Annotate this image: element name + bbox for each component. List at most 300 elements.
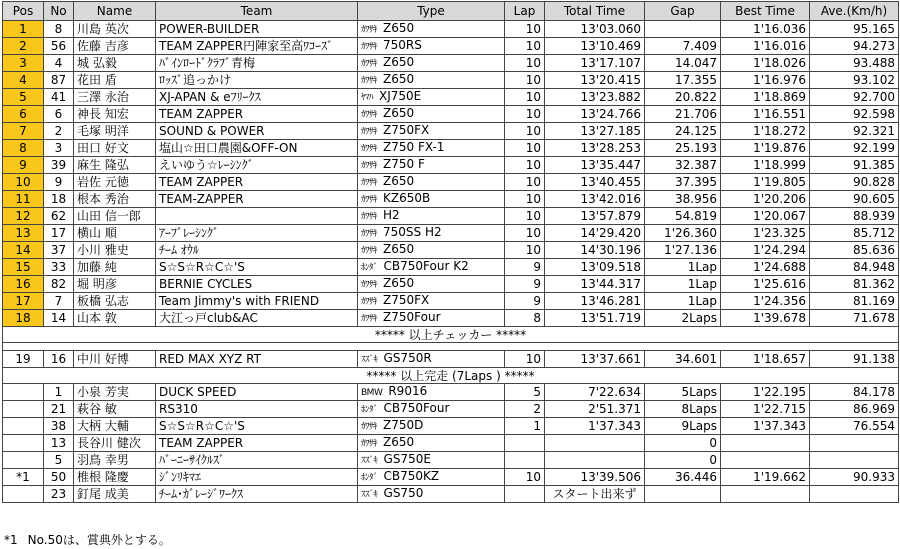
- gap-cell: 37.395: [645, 174, 721, 191]
- pos-cell: 15: [3, 259, 44, 276]
- maker-label: ｶﾜｻｷ: [361, 422, 378, 432]
- lap-cell: 8: [505, 310, 545, 327]
- team-cell: RS310: [156, 401, 358, 418]
- model-label: GS750E: [383, 452, 431, 466]
- type-cell: [358, 435, 505, 452]
- no-cell: 56: [44, 38, 74, 55]
- total-time-cell: 13'37.661: [545, 351, 645, 368]
- maker-label: ｶﾜｻｷ: [361, 195, 378, 205]
- team-cell: TEAM ZAPPER円陣家至高ﾜｺｰｽﾞ: [156, 38, 358, 55]
- type-cell: [358, 174, 505, 191]
- name-cell: 大柄 大輔: [74, 418, 156, 435]
- type-cell: [358, 418, 505, 435]
- no-cell: 1: [44, 384, 74, 401]
- name-cell: 川島 英次: [74, 21, 156, 38]
- pos-cell: 11: [3, 191, 44, 208]
- team-cell: Team Jimmy's with FRIEND: [156, 293, 358, 310]
- name-cell: 羽鳥 幸男: [74, 452, 156, 469]
- model-label: Z750FX: [383, 123, 430, 137]
- gap-cell: [645, 486, 721, 503]
- lap-cell: [505, 452, 545, 469]
- name-cell: 横山 順: [74, 225, 156, 242]
- name-cell: 小泉 芳実: [74, 384, 156, 401]
- pos-cell: [3, 435, 44, 452]
- pos-cell: [3, 401, 44, 418]
- best-time-cell: 1'20.067: [721, 208, 810, 225]
- team-cell: TEAM-ZAPPER: [156, 191, 358, 208]
- footnote: [4, 531, 181, 548]
- ave-cell: 88.939: [810, 208, 899, 225]
- pos-cell: [3, 486, 44, 503]
- table-row: [3, 89, 899, 106]
- header-no: No: [44, 2, 74, 21]
- table-row: [3, 21, 899, 38]
- header-gap: Gap: [645, 2, 721, 21]
- pos-cell: 5: [3, 89, 44, 106]
- type-cell: [358, 208, 505, 225]
- model-label: CB750Four K2: [383, 259, 469, 273]
- maker-label: ﾔﾏﾊ: [361, 93, 374, 103]
- total-time-cell: 13'57.879: [545, 208, 645, 225]
- total-time-cell: 2'51.371: [545, 401, 645, 418]
- ave-cell: 76.554: [810, 418, 899, 435]
- no-cell: 87: [44, 72, 74, 89]
- total-time-cell: 13'24.766: [545, 106, 645, 123]
- no-cell: 17: [44, 225, 74, 242]
- maker-label: ｶﾜｻｷ: [361, 280, 378, 290]
- team-cell: S☆S☆R☆C☆'S: [156, 259, 358, 276]
- type-cell: [358, 72, 505, 89]
- table-row: [3, 401, 899, 418]
- best-time-cell: 1'39.678: [721, 310, 810, 327]
- total-time-cell: 13'10.469: [545, 38, 645, 55]
- team-cell: RED MAX XYZ RT: [156, 351, 358, 368]
- header-ave: Ave.(Km/h): [810, 2, 899, 21]
- team-cell: ﾁｰﾑ･ｶﾞﾚｰｼﾞﾜｰｸｽ: [156, 486, 358, 503]
- gap-cell: 54.819: [645, 208, 721, 225]
- table-row: [3, 157, 899, 174]
- gap-cell: 1Lap: [645, 293, 721, 310]
- no-cell: 5: [44, 452, 74, 469]
- maker-label: ｶﾜｻｷ: [361, 229, 378, 239]
- lap-cell: 10: [505, 89, 545, 106]
- best-time-cell: 1'18.026: [721, 55, 810, 72]
- name-cell: 花田 盾: [74, 72, 156, 89]
- total-time-cell: [545, 452, 645, 469]
- total-time-cell: 13'20.415: [545, 72, 645, 89]
- lap-cell: 10: [505, 174, 545, 191]
- table-row: [3, 276, 899, 293]
- name-cell: 佐藤 吉彦: [74, 38, 156, 55]
- maker-label: ｶﾜｻｷ: [361, 178, 378, 188]
- lap-cell: 10: [505, 106, 545, 123]
- gap-cell: 14.047: [645, 55, 721, 72]
- lap-cell: 5: [505, 384, 545, 401]
- ave-cell: 81.169: [810, 293, 899, 310]
- no-cell: 16: [44, 351, 74, 368]
- type-cell: [358, 89, 505, 106]
- no-cell: 7: [44, 293, 74, 310]
- pos-cell: 13: [3, 225, 44, 242]
- best-time-cell: 1'22.715: [721, 401, 810, 418]
- table-row: [3, 38, 899, 55]
- model-label: Z750Four: [383, 310, 441, 324]
- best-time-cell: 1'16.976: [721, 72, 810, 89]
- pos-cell: 17: [3, 293, 44, 310]
- type-cell: [358, 225, 505, 242]
- header-row: [3, 2, 899, 21]
- total-time-cell: 1'37.343: [545, 418, 645, 435]
- no-cell: 13: [44, 435, 74, 452]
- model-label: 750SS H2: [383, 225, 442, 239]
- no-cell: 18: [44, 191, 74, 208]
- ave-cell: 93.488: [810, 55, 899, 72]
- no-cell: 3: [44, 140, 74, 157]
- type-cell: [358, 351, 505, 368]
- best-time-cell: 1'23.325: [721, 225, 810, 242]
- footnote-mark: *1: [4, 533, 18, 547]
- name-cell: 山田 信一郎: [74, 208, 156, 225]
- table-row: [3, 435, 899, 452]
- best-time-cell: 1'19.662: [721, 469, 810, 486]
- model-label: Z650: [383, 21, 415, 35]
- ave-cell: [810, 435, 899, 452]
- model-label: Z650: [383, 106, 415, 120]
- best-time-cell: 1'16.036: [721, 21, 810, 38]
- best-time-cell: 1'16.551: [721, 106, 810, 123]
- total-time-cell: 14'29.420: [545, 225, 645, 242]
- maker-label: ｶﾜｻｷ: [361, 314, 378, 324]
- lap-cell: 9: [505, 276, 545, 293]
- pos-cell: 2: [3, 38, 44, 55]
- type-cell: [358, 140, 505, 157]
- maker-label: ｶﾜｻｷ: [361, 439, 378, 449]
- gap-cell: 0: [645, 435, 721, 452]
- model-label: Z750FX: [383, 293, 430, 307]
- no-cell: 62: [44, 208, 74, 225]
- ave-cell: 86.969: [810, 401, 899, 418]
- maker-label: ｶﾜｻｷ: [361, 212, 378, 222]
- ave-cell: [810, 452, 899, 469]
- lap-cell: 10: [505, 242, 545, 259]
- gap-cell: 20.822: [645, 89, 721, 106]
- total-time-cell: 14'30.196: [545, 242, 645, 259]
- table-row: [3, 469, 899, 486]
- table-row: [3, 452, 899, 469]
- total-time-cell: 7'22.634: [545, 384, 645, 401]
- lap-cell: 10: [505, 469, 545, 486]
- model-label: XJ750E: [379, 89, 422, 103]
- name-cell: 毛塚 明洋: [74, 123, 156, 140]
- total-time-cell: 13'03.060: [545, 21, 645, 38]
- gap-cell: 17.355: [645, 72, 721, 89]
- ave-cell: 84.178: [810, 384, 899, 401]
- type-cell: [358, 242, 505, 259]
- maker-label: ｶﾜｻｷ: [361, 76, 378, 86]
- team-cell: DUCK SPEED: [156, 384, 358, 401]
- header-type: Type: [358, 2, 505, 21]
- name-cell: 椎根 隆慶: [74, 469, 156, 486]
- type-cell: [358, 469, 505, 486]
- maker-label: BMW: [361, 388, 383, 398]
- maker-label: ｶﾜｻｷ: [361, 161, 378, 171]
- no-cell: 2: [44, 123, 74, 140]
- name-cell: 根本 秀治: [74, 191, 156, 208]
- pos-cell: 19: [3, 351, 44, 368]
- team-cell: XJ-APAN & eﾌﾘｰｸｽ: [156, 89, 358, 106]
- team-cell: ｱｰﾌﾞﾚｰｼﾝｸﾞ: [156, 225, 358, 242]
- model-label: CB750Four: [383, 401, 450, 415]
- name-cell: 萩谷 敏: [74, 401, 156, 418]
- model-label: GS750R: [383, 351, 432, 365]
- type-cell: [358, 452, 505, 469]
- ave-cell: 90.605: [810, 191, 899, 208]
- team-cell: TEAM ZAPPER: [156, 174, 358, 191]
- no-cell: 33: [44, 259, 74, 276]
- pos-cell: 12: [3, 208, 44, 225]
- gap-cell: 1Lap: [645, 276, 721, 293]
- total-time-cell: 13'39.506: [545, 469, 645, 486]
- maker-label: ﾎﾝﾀﾞ: [361, 473, 378, 483]
- total-time-cell: 13'28.253: [545, 140, 645, 157]
- team-cell: ﾁｰﾑ ｵｳﾙ: [156, 242, 358, 259]
- pos-cell: 14: [3, 242, 44, 259]
- gap-cell: 38.956: [645, 191, 721, 208]
- type-cell: [358, 55, 505, 72]
- best-time-cell: 1'19.876: [721, 140, 810, 157]
- team-cell: BERNIE CYCLES: [156, 276, 358, 293]
- header-pos: Pos: [3, 2, 44, 21]
- best-time-cell: 1'24.294: [721, 242, 810, 259]
- team-cell: ﾊﾞｲﾝﾛｰﾄﾞｸﾗﾌﾞ青梅: [156, 55, 358, 72]
- table-row: [3, 486, 899, 503]
- team-cell: ﾛｯｽﾞ追っかけ: [156, 72, 358, 89]
- name-cell: 小川 雅史: [74, 242, 156, 259]
- lap-cell: 10: [505, 123, 545, 140]
- lap-cell: 10: [505, 351, 545, 368]
- model-label: Z650: [383, 242, 415, 256]
- name-cell: 板橋 弘志: [74, 293, 156, 310]
- type-cell: [358, 38, 505, 55]
- pos-cell: 6: [3, 106, 44, 123]
- best-time-cell: 1'24.356: [721, 293, 810, 310]
- gap-cell: 8Laps: [645, 401, 721, 418]
- ave-cell: 94.273: [810, 38, 899, 55]
- model-label: Z750 FX-1: [383, 140, 445, 154]
- maker-label: ｽｽﾞｷ: [361, 456, 378, 466]
- no-cell: 37: [44, 242, 74, 259]
- gap-cell: 25.193: [645, 140, 721, 157]
- team-cell: えいゆう☆ﾚｰｼﾝｸﾞ: [156, 157, 358, 174]
- model-label: GS750: [383, 486, 424, 500]
- ave-cell: 90.828: [810, 174, 899, 191]
- team-cell: SOUND & POWER: [156, 123, 358, 140]
- total-time-cell: 13'17.107: [545, 55, 645, 72]
- name-cell: 三澤 永治: [74, 89, 156, 106]
- ave-cell: 92.700: [810, 89, 899, 106]
- ave-cell: 84.948: [810, 259, 899, 276]
- table-row: [3, 72, 899, 89]
- gap-cell: 34.601: [645, 351, 721, 368]
- pos-cell: 4: [3, 72, 44, 89]
- spacer-cell: [3, 343, 899, 351]
- total-time-cell: 13'40.455: [545, 174, 645, 191]
- maker-label: ｶﾜｻｷ: [361, 25, 378, 35]
- model-label: CB750KZ: [383, 469, 440, 483]
- gap-cell: 36.446: [645, 469, 721, 486]
- gap-cell: 5Laps: [645, 384, 721, 401]
- table-row: [3, 208, 899, 225]
- lap-cell: [505, 486, 545, 503]
- maker-label: ｶﾜｻｷ: [361, 297, 378, 307]
- table-row: [3, 191, 899, 208]
- model-label: Z650: [383, 55, 415, 69]
- finished-separator: [3, 368, 899, 384]
- team-cell: ｼﾞﾝﾘｷﾏｴ: [156, 469, 358, 486]
- type-cell: [358, 384, 505, 401]
- pos-cell: 1: [3, 21, 44, 38]
- pos-cell: *1: [3, 469, 44, 486]
- checker-separator: [3, 327, 899, 343]
- ave-cell: 95.165: [810, 21, 899, 38]
- name-cell: 堀 明彦: [74, 276, 156, 293]
- model-label: Z650: [383, 435, 415, 449]
- name-cell: 加藤 純: [74, 259, 156, 276]
- gap-cell: 1'26.360: [645, 225, 721, 242]
- table-row: [3, 418, 899, 435]
- ave-cell: 81.362: [810, 276, 899, 293]
- lap-cell: 2: [505, 401, 545, 418]
- table-row: [3, 351, 899, 368]
- table-row: [3, 293, 899, 310]
- team-cell: POWER-BUILDER: [156, 21, 358, 38]
- model-label: 750RS: [383, 38, 422, 52]
- maker-label: ｽｽﾞｷ: [361, 355, 378, 365]
- pos-cell: 18: [3, 310, 44, 327]
- type-cell: [358, 310, 505, 327]
- type-cell: [358, 157, 505, 174]
- lap-cell: 10: [505, 55, 545, 72]
- model-label: Z750D: [383, 418, 424, 432]
- no-cell: 50: [44, 469, 74, 486]
- pos-cell: 9: [3, 157, 44, 174]
- best-time-cell: 1'18.869: [721, 89, 810, 106]
- best-time-cell: 1'37.343: [721, 418, 810, 435]
- team-cell: ﾊﾞｰﾆｰｻｲｸﾙｽﾞ: [156, 452, 358, 469]
- ave-cell: 92.199: [810, 140, 899, 157]
- ave-cell: 93.102: [810, 72, 899, 89]
- lap-cell: 10: [505, 225, 545, 242]
- gap-cell: 9Laps: [645, 418, 721, 435]
- table-row: [3, 242, 899, 259]
- header-team: Team: [156, 2, 358, 21]
- no-cell: 6: [44, 106, 74, 123]
- ave-cell: 85.636: [810, 242, 899, 259]
- table-row: [3, 174, 899, 191]
- header-best-time: Best Time: [721, 2, 810, 21]
- name-cell: 岩佐 元徳: [74, 174, 156, 191]
- name-cell: 釘尾 成美: [74, 486, 156, 503]
- table-row: [3, 123, 899, 140]
- lap-cell: 10: [505, 191, 545, 208]
- model-label: R9016: [388, 384, 428, 398]
- spacer-row: [3, 343, 899, 351]
- pos-cell: 3: [3, 55, 44, 72]
- team-cell: [156, 208, 358, 225]
- total-time-cell: 13'23.882: [545, 89, 645, 106]
- model-label: Z750 F: [383, 157, 425, 171]
- total-time-cell: 13'35.447: [545, 157, 645, 174]
- team-cell: TEAM ZAPPER: [156, 435, 358, 452]
- lap-cell: 10: [505, 72, 545, 89]
- gap-cell: 7.409: [645, 38, 721, 55]
- maker-label: ｶﾜｻｷ: [361, 42, 378, 52]
- best-time-cell: [721, 452, 810, 469]
- header-name: Name: [74, 2, 156, 21]
- results-table: [2, 1, 899, 503]
- total-time-cell: 13'44.317: [545, 276, 645, 293]
- best-time-cell: 1'19.805: [721, 174, 810, 191]
- table-row: [3, 106, 899, 123]
- best-time-cell: 1'25.616: [721, 276, 810, 293]
- table-row: [3, 259, 899, 276]
- ave-cell: [810, 486, 899, 503]
- team-cell: 塩山☆田口農園&OFF-ON: [156, 140, 358, 157]
- total-time-cell: 13'09.518: [545, 259, 645, 276]
- no-cell: 14: [44, 310, 74, 327]
- name-cell: 長谷川 健次: [74, 435, 156, 452]
- model-label: KZ650B: [383, 191, 431, 205]
- name-cell: 田口 好文: [74, 140, 156, 157]
- name-cell: 中川 好博: [74, 351, 156, 368]
- team-cell: S☆S☆R☆C☆'S: [156, 418, 358, 435]
- best-time-cell: 1'18.999: [721, 157, 810, 174]
- table-row: [3, 225, 899, 242]
- team-cell: TEAM ZAPPER: [156, 106, 358, 123]
- best-time-cell: 1'20.206: [721, 191, 810, 208]
- gap-cell: 32.387: [645, 157, 721, 174]
- maker-label: ｶﾜｻｷ: [361, 127, 378, 137]
- footnote-text: No.50は、賞典外とする。: [27, 533, 171, 547]
- ave-cell: 92.321: [810, 123, 899, 140]
- lap-cell: 10: [505, 21, 545, 38]
- type-cell: [358, 191, 505, 208]
- gap-cell: 1'27.136: [645, 242, 721, 259]
- header-lap: Lap: [505, 2, 545, 21]
- pos-cell: [3, 418, 44, 435]
- best-time-cell: 1'18.272: [721, 123, 810, 140]
- no-cell: 23: [44, 486, 74, 503]
- table-row: [3, 384, 899, 401]
- best-time-cell: 1'16.016: [721, 38, 810, 55]
- pos-cell: [3, 384, 44, 401]
- lap-cell: 1: [505, 418, 545, 435]
- maker-label: ｶﾜｻｷ: [361, 59, 378, 69]
- total-time-cell: 13'42.016: [545, 191, 645, 208]
- model-label: Z650: [383, 72, 415, 86]
- maker-label: ﾎﾝﾀﾞ: [361, 263, 378, 273]
- model-label: Z650: [383, 174, 415, 188]
- type-cell: [358, 486, 505, 503]
- name-cell: 麻生 隆弘: [74, 157, 156, 174]
- lap-cell: 10: [505, 140, 545, 157]
- model-label: H2: [383, 208, 400, 222]
- name-cell: 山本 敦: [74, 310, 156, 327]
- table-row: [3, 55, 899, 72]
- ave-cell: 92.598: [810, 106, 899, 123]
- pos-cell: 7: [3, 123, 44, 140]
- total-time-cell: スタート出来ず: [545, 486, 645, 503]
